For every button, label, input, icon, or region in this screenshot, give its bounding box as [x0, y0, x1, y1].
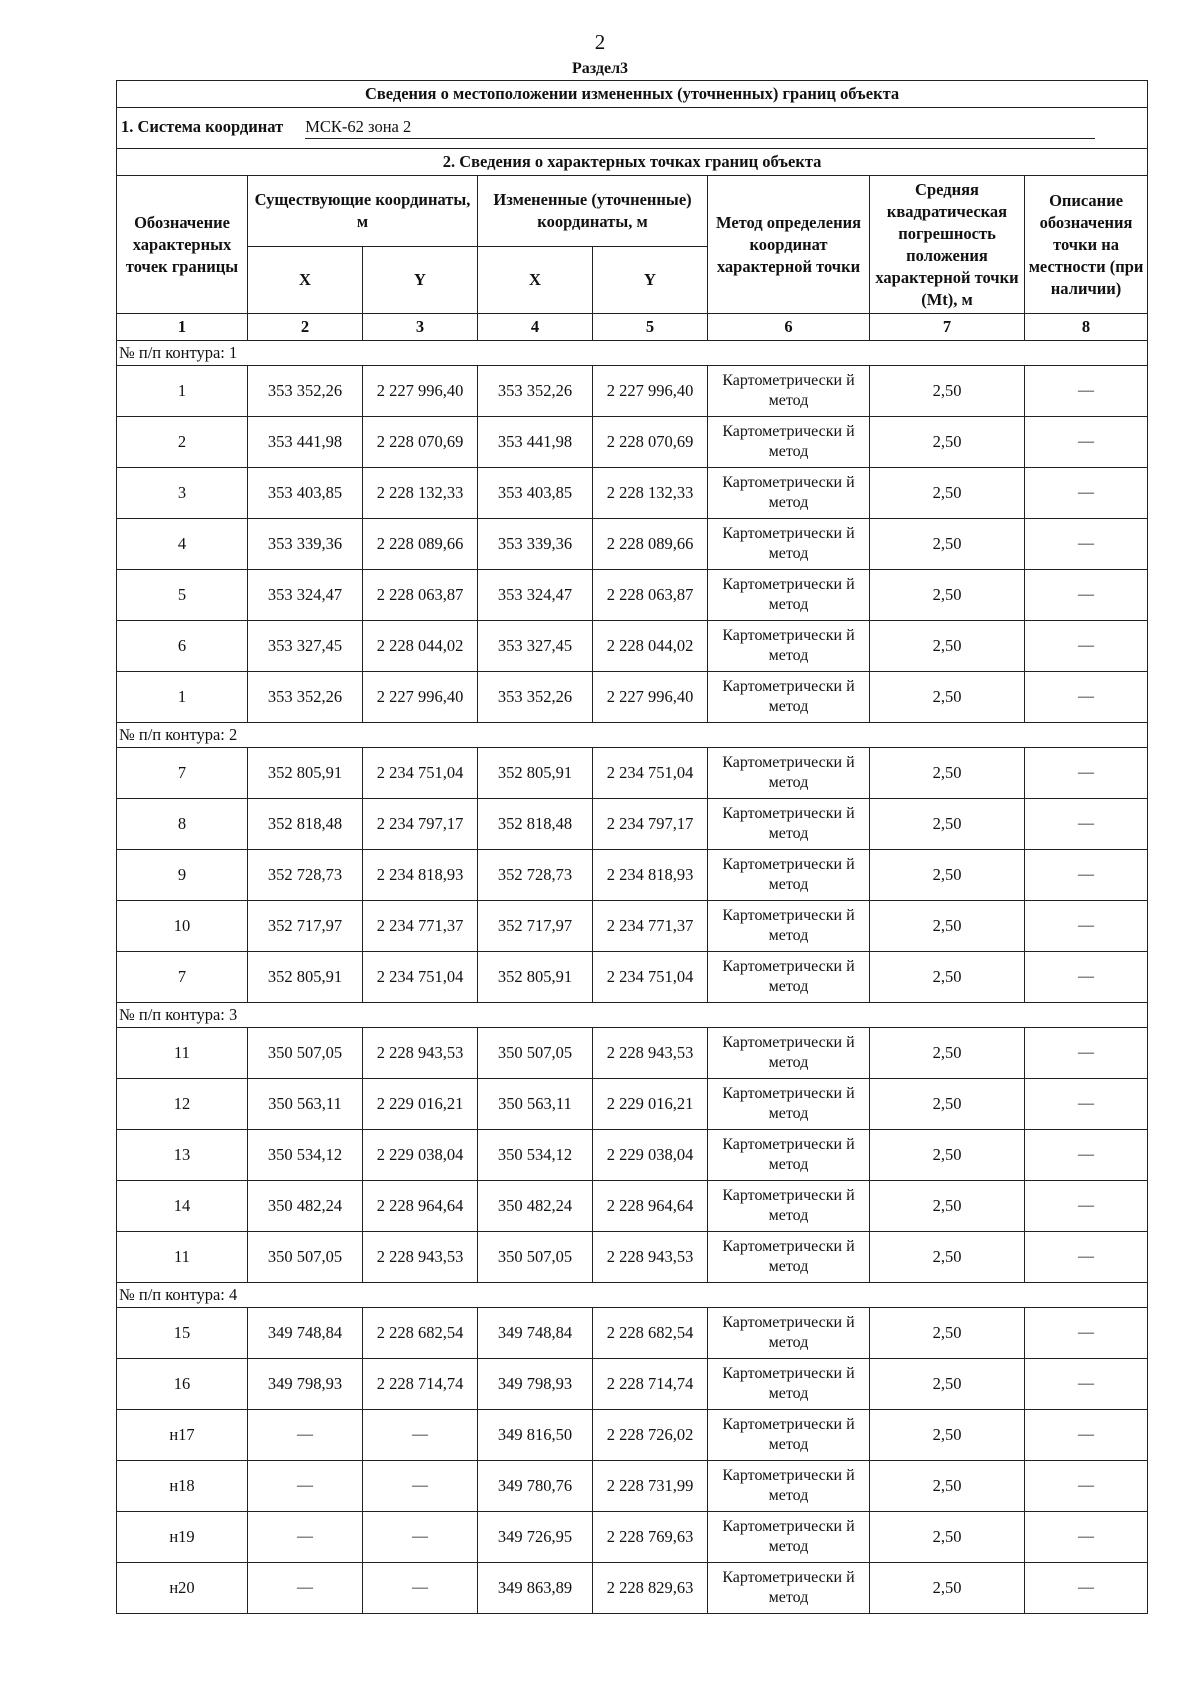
existing-x-cell: 353 352,26: [248, 672, 363, 723]
method-cell: Картометрически й метод: [708, 1359, 870, 1410]
existing-x-cell: —: [248, 1461, 363, 1512]
table-row: [117, 366, 1148, 417]
page-number: 2: [594, 30, 606, 54]
point-description-cell: —: [1025, 1512, 1148, 1563]
method-cell: Картометрически й метод: [708, 1563, 870, 1614]
method-cell: Картометрически й метод: [708, 1512, 870, 1563]
method-cell: Картометрически й метод: [708, 1079, 870, 1130]
existing-y-cell: 2 234 751,04: [363, 748, 478, 799]
point-id-cell: 6: [117, 621, 248, 672]
changed-x-cell: 352 728,73: [478, 850, 593, 901]
mt-error-cell: 2,50: [870, 672, 1025, 723]
table-row: [117, 901, 1148, 952]
contour-label: № п/п контура: 2: [117, 723, 1148, 748]
header-point-designation: Обозначение характерных точек границы: [117, 176, 248, 314]
mt-error-cell: 2,50: [870, 1181, 1025, 1232]
existing-y-cell: —: [363, 1410, 478, 1461]
mt-error-cell: 2,50: [870, 1308, 1025, 1359]
point-id-cell: 10: [117, 901, 248, 952]
mt-error-cell: 2,50: [870, 468, 1025, 519]
mt-error-cell: 2,50: [870, 1028, 1025, 1079]
existing-y-cell: 2 228 682,54: [363, 1308, 478, 1359]
mt-error-cell: 2,50: [870, 1130, 1025, 1181]
column-number: 5: [593, 314, 708, 341]
point-description-cell: —: [1025, 1461, 1148, 1512]
point-description-cell: —: [1025, 1410, 1148, 1461]
column-number: 2: [248, 314, 363, 341]
table-row: [117, 1563, 1148, 1614]
table-row: [117, 1461, 1148, 1512]
existing-y-cell: 2 234 818,93: [363, 850, 478, 901]
contour-label: № п/п контура: 1: [117, 341, 1148, 366]
changed-x-cell: 352 805,91: [478, 952, 593, 1003]
method-cell: Картометрически й метод: [708, 417, 870, 468]
mt-error-cell: 2,50: [870, 621, 1025, 672]
existing-y-cell: 2 227 996,40: [363, 366, 478, 417]
existing-y-cell: 2 234 797,17: [363, 799, 478, 850]
coord-system-cell: [117, 108, 1148, 149]
contour-header-row: [117, 723, 1148, 748]
point-id-cell: н17: [117, 1410, 248, 1461]
section2-title: 2. Сведения о характерных точках границ объекта: [117, 149, 1148, 176]
contour-header-row: [117, 1003, 1148, 1028]
changed-x-cell: 353 339,36: [478, 519, 593, 570]
table-row: [117, 799, 1148, 850]
point-id-cell: 5: [117, 570, 248, 621]
mt-error-cell: 2,50: [870, 366, 1025, 417]
method-cell: Картометрически й метод: [708, 1410, 870, 1461]
column-number: 4: [478, 314, 593, 341]
existing-y-cell: 2 227 996,40: [363, 672, 478, 723]
point-id-cell: 1: [117, 672, 248, 723]
table-row: [117, 1359, 1148, 1410]
mt-error-cell: 2,50: [870, 1563, 1025, 1614]
mt-error-cell: 2,50: [870, 850, 1025, 901]
point-description-cell: —: [1025, 570, 1148, 621]
table-title: Сведения о местоположении измененных (уточненных) границ объекта: [117, 81, 1148, 108]
existing-y-cell: —: [363, 1461, 478, 1512]
changed-x-cell: 350 507,05: [478, 1232, 593, 1283]
point-description-cell: —: [1025, 850, 1148, 901]
point-description-cell: —: [1025, 1563, 1148, 1614]
table-row: [117, 952, 1148, 1003]
mt-error-cell: 2,50: [870, 748, 1025, 799]
table-row: [117, 1079, 1148, 1130]
table-row: [117, 850, 1148, 901]
changed-x-cell: 353 352,26: [478, 672, 593, 723]
method-cell: Картометрически й метод: [708, 1461, 870, 1512]
column-number: 8: [1025, 314, 1148, 341]
existing-x-cell: 352 717,97: [248, 901, 363, 952]
table-row: [117, 748, 1148, 799]
existing-x-cell: 352 728,73: [248, 850, 363, 901]
point-description-cell: —: [1025, 901, 1148, 952]
table-row: [117, 1410, 1148, 1461]
method-cell: Картометрически й метод: [708, 1130, 870, 1181]
method-cell: Картометрически й метод: [708, 901, 870, 952]
point-description-cell: —: [1025, 417, 1148, 468]
existing-x-cell: 353 327,45: [248, 621, 363, 672]
mt-error-cell: 2,50: [870, 799, 1025, 850]
existing-y-cell: 2 228 714,74: [363, 1359, 478, 1410]
point-id-cell: 2: [117, 417, 248, 468]
changed-x-cell: 349 798,93: [478, 1359, 593, 1410]
changed-y-cell: 2 234 751,04: [593, 952, 708, 1003]
changed-y-cell: 2 229 038,04: [593, 1130, 708, 1181]
point-description-cell: —: [1025, 1079, 1148, 1130]
point-id-cell: 13: [117, 1130, 248, 1181]
point-description-cell: —: [1025, 672, 1148, 723]
point-id-cell: 1: [117, 366, 248, 417]
existing-y-cell: —: [363, 1563, 478, 1614]
method-cell: Картометрически й метод: [708, 366, 870, 417]
changed-x-cell: 353 352,26: [478, 366, 593, 417]
changed-x-cell: 352 805,91: [478, 748, 593, 799]
existing-x-cell: 350 534,12: [248, 1130, 363, 1181]
changed-y-cell: 2 228 044,02: [593, 621, 708, 672]
method-cell: Картометрически й метод: [708, 570, 870, 621]
changed-y-cell: 2 228 829,63: [593, 1563, 708, 1614]
point-id-cell: 11: [117, 1232, 248, 1283]
existing-y-cell: 2 228 063,87: [363, 570, 478, 621]
mt-error-cell: 2,50: [870, 570, 1025, 621]
existing-y-cell: 2 228 044,02: [363, 621, 478, 672]
method-cell: Картометрически й метод: [708, 748, 870, 799]
changed-y-cell: 2 228 089,66: [593, 519, 708, 570]
point-id-cell: н20: [117, 1563, 248, 1614]
point-id-cell: 12: [117, 1079, 248, 1130]
table-row: [117, 1232, 1148, 1283]
point-id-cell: 8: [117, 799, 248, 850]
table-row: [117, 468, 1148, 519]
point-description-cell: —: [1025, 952, 1148, 1003]
method-cell: Картометрически й метод: [708, 621, 870, 672]
existing-x-cell: 350 507,05: [248, 1028, 363, 1079]
header-existing-x: X: [248, 247, 363, 314]
existing-x-cell: 352 818,48: [248, 799, 363, 850]
method-cell: Картометрически й метод: [708, 1181, 870, 1232]
changed-y-cell: 2 228 943,53: [593, 1232, 708, 1283]
existing-y-cell: —: [363, 1512, 478, 1563]
table-row: [117, 570, 1148, 621]
changed-y-cell: 2 228 070,69: [593, 417, 708, 468]
method-cell: Картометрически й метод: [708, 519, 870, 570]
existing-y-cell: 2 228 132,33: [363, 468, 478, 519]
table-row: [117, 417, 1148, 468]
point-description-cell: —: [1025, 799, 1148, 850]
contour-header-row: [117, 341, 1148, 366]
changed-x-cell: 350 482,24: [478, 1181, 593, 1232]
point-description-cell: —: [1025, 366, 1148, 417]
table-row: [117, 621, 1148, 672]
existing-y-cell: 2 228 964,64: [363, 1181, 478, 1232]
changed-y-cell: 2 228 769,63: [593, 1512, 708, 1563]
changed-y-cell: 2 228 964,64: [593, 1181, 708, 1232]
existing-x-cell: —: [248, 1410, 363, 1461]
point-id-cell: 3: [117, 468, 248, 519]
existing-x-cell: 350 507,05: [248, 1232, 363, 1283]
existing-y-cell: 2 228 089,66: [363, 519, 478, 570]
point-description-cell: —: [1025, 748, 1148, 799]
point-description-cell: —: [1025, 1308, 1148, 1359]
contour-header-row: [117, 1283, 1148, 1308]
existing-x-cell: 353 403,85: [248, 468, 363, 519]
existing-x-cell: 349 748,84: [248, 1308, 363, 1359]
point-id-cell: 9: [117, 850, 248, 901]
column-number: 6: [708, 314, 870, 341]
existing-y-cell: 2 234 751,04: [363, 952, 478, 1003]
mt-error-cell: 2,50: [870, 1232, 1025, 1283]
changed-y-cell: 2 234 751,04: [593, 748, 708, 799]
point-description-cell: —: [1025, 1028, 1148, 1079]
point-id-cell: 11: [117, 1028, 248, 1079]
point-description-cell: —: [1025, 1359, 1148, 1410]
changed-y-cell: 2 234 771,37: [593, 901, 708, 952]
header-changed-x: X: [478, 247, 593, 314]
point-id-cell: 7: [117, 952, 248, 1003]
header-existing-y: Y: [363, 247, 478, 314]
changed-x-cell: 349 863,89: [478, 1563, 593, 1614]
existing-x-cell: 350 563,11: [248, 1079, 363, 1130]
changed-y-cell: 2 228 943,53: [593, 1028, 708, 1079]
changed-y-cell: 2 228 726,02: [593, 1410, 708, 1461]
changed-x-cell: 353 403,85: [478, 468, 593, 519]
header-method: Метод определения координат характерной точки: [708, 176, 870, 314]
existing-x-cell: 353 352,26: [248, 366, 363, 417]
table-row: [117, 672, 1148, 723]
existing-x-cell: 352 805,91: [248, 952, 363, 1003]
table-row: [117, 1512, 1148, 1563]
point-description-cell: —: [1025, 621, 1148, 672]
changed-x-cell: 349 748,84: [478, 1308, 593, 1359]
method-cell: Картометрически й метод: [708, 1308, 870, 1359]
mt-error-cell: 2,50: [870, 1461, 1025, 1512]
method-cell: Картометрически й метод: [708, 672, 870, 723]
changed-x-cell: 349 780,76: [478, 1461, 593, 1512]
coord-system-label: 1. Система координат: [121, 117, 284, 136]
point-id-cell: 7: [117, 748, 248, 799]
point-id-cell: 4: [117, 519, 248, 570]
changed-x-cell: 352 818,48: [478, 799, 593, 850]
existing-x-cell: 353 441,98: [248, 417, 363, 468]
method-cell: Картометрически й метод: [708, 1232, 870, 1283]
changed-y-cell: 2 228 682,54: [593, 1308, 708, 1359]
mt-error-cell: 2,50: [870, 1410, 1025, 1461]
point-description-cell: —: [1025, 1130, 1148, 1181]
point-description-cell: —: [1025, 1232, 1148, 1283]
changed-x-cell: 353 324,47: [478, 570, 593, 621]
changed-y-cell: 2 227 996,40: [593, 366, 708, 417]
method-cell: Картометрически й метод: [708, 799, 870, 850]
changed-y-cell: 2 227 996,40: [593, 672, 708, 723]
changed-y-cell: 2 229 016,21: [593, 1079, 708, 1130]
changed-x-cell: 350 563,11: [478, 1079, 593, 1130]
existing-y-cell: 2 229 016,21: [363, 1079, 478, 1130]
changed-y-cell: 2 228 063,87: [593, 570, 708, 621]
point-description-cell: —: [1025, 468, 1148, 519]
existing-x-cell: 352 805,91: [248, 748, 363, 799]
mt-error-cell: 2,50: [870, 952, 1025, 1003]
existing-x-cell: 349 798,93: [248, 1359, 363, 1410]
column-number: 3: [363, 314, 478, 341]
method-cell: Картометрически й метод: [708, 1028, 870, 1079]
point-id-cell: 14: [117, 1181, 248, 1232]
existing-x-cell: —: [248, 1563, 363, 1614]
header-changed-y: Y: [593, 247, 708, 314]
existing-y-cell: 2 229 038,04: [363, 1130, 478, 1181]
changed-y-cell: 2 234 797,17: [593, 799, 708, 850]
changed-x-cell: 349 816,50: [478, 1410, 593, 1461]
existing-x-cell: 353 324,47: [248, 570, 363, 621]
method-cell: Картометрически й метод: [708, 952, 870, 1003]
point-id-cell: н18: [117, 1461, 248, 1512]
changed-x-cell: 350 534,12: [478, 1130, 593, 1181]
header-existing-coords: Существующие координаты, м: [248, 176, 478, 247]
point-id-cell: 16: [117, 1359, 248, 1410]
point-id-cell: н19: [117, 1512, 248, 1563]
header-error: Средняя квадратическая погрешность положения характерной точки (Mt), м: [870, 176, 1025, 314]
column-number: 7: [870, 314, 1025, 341]
mt-error-cell: 2,50: [870, 417, 1025, 468]
column-number: 1: [117, 314, 248, 341]
existing-y-cell: 2 228 070,69: [363, 417, 478, 468]
boundary-table: [116, 80, 1148, 1614]
contour-label: № п/п контура: 4: [117, 1283, 1148, 1308]
point-id-cell: 15: [117, 1308, 248, 1359]
header-changed-coords: Измененные (уточненные) координаты, м: [478, 176, 708, 247]
point-description-cell: —: [1025, 1181, 1148, 1232]
method-cell: Картометрически й метод: [708, 850, 870, 901]
changed-y-cell: 2 228 714,74: [593, 1359, 708, 1410]
changed-x-cell: 352 717,97: [478, 901, 593, 952]
table-row: [117, 1130, 1148, 1181]
header-description: Описание обозначения точки на местности (при наличии): [1025, 176, 1148, 314]
existing-x-cell: 353 339,36: [248, 519, 363, 570]
existing-x-cell: 350 482,24: [248, 1181, 363, 1232]
changed-y-cell: 2 228 731,99: [593, 1461, 708, 1512]
contour-label: № п/п контура: 3: [117, 1003, 1148, 1028]
method-cell: Картометрически й метод: [708, 468, 870, 519]
existing-y-cell: 2 228 943,53: [363, 1232, 478, 1283]
mt-error-cell: 2,50: [870, 1359, 1025, 1410]
existing-x-cell: —: [248, 1512, 363, 1563]
table-row: [117, 1308, 1148, 1359]
changed-x-cell: 353 441,98: [478, 417, 593, 468]
changed-y-cell: 2 234 818,93: [593, 850, 708, 901]
changed-y-cell: 2 228 132,33: [593, 468, 708, 519]
table-row: [117, 519, 1148, 570]
existing-y-cell: 2 234 771,37: [363, 901, 478, 952]
mt-error-cell: 2,50: [870, 901, 1025, 952]
table-row: [117, 1028, 1148, 1079]
coord-system-value: МСК-62 зона 2: [305, 117, 1095, 139]
existing-y-cell: 2 228 943,53: [363, 1028, 478, 1079]
changed-x-cell: 353 327,45: [478, 621, 593, 672]
changed-x-cell: 349 726,95: [478, 1512, 593, 1563]
section-title: Раздел3: [571, 60, 629, 77]
mt-error-cell: 2,50: [870, 519, 1025, 570]
changed-x-cell: 350 507,05: [478, 1028, 593, 1079]
mt-error-cell: 2,50: [870, 1512, 1025, 1563]
table-row: [117, 1181, 1148, 1232]
point-description-cell: —: [1025, 519, 1148, 570]
mt-error-cell: 2,50: [870, 1079, 1025, 1130]
